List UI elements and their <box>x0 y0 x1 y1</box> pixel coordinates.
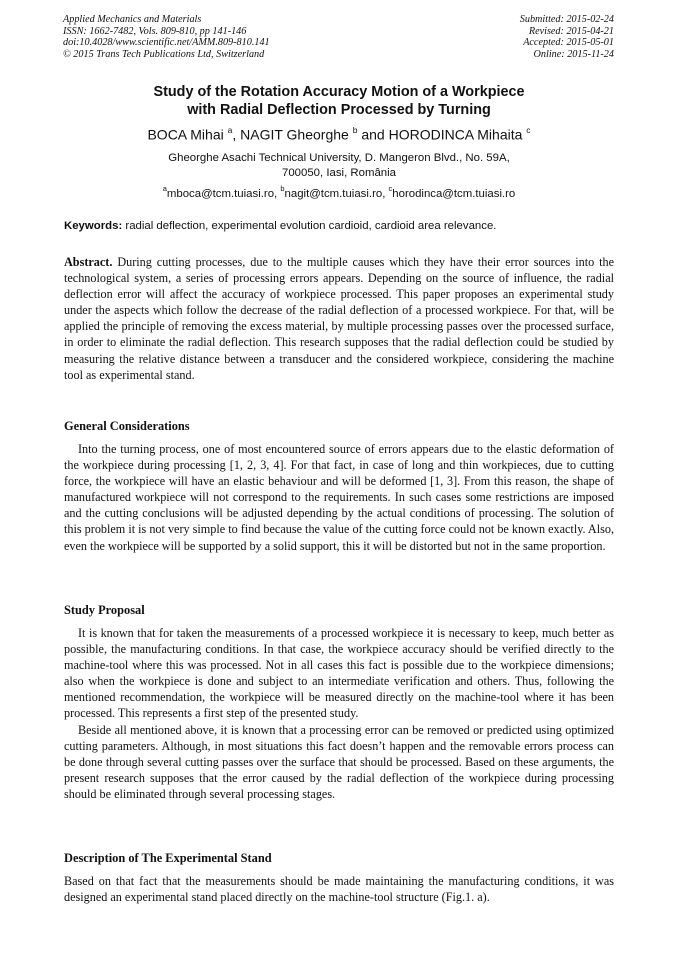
email-b-mark: b <box>280 184 285 193</box>
publication-dates <box>520 14 614 60</box>
journal-doi: doi:10.4028/www.scientific.net/AMM.809-810.141 <box>63 37 270 48</box>
author-2-mark: b <box>352 125 358 135</box>
author-separator: , <box>232 126 241 143</box>
author-3-mark: c <box>526 125 531 135</box>
keywords <box>64 219 624 233</box>
journal-info <box>63 14 270 60</box>
abstract <box>64 254 614 383</box>
author-1-mark: a <box>227 125 233 135</box>
email-a-mark: a <box>162 184 167 193</box>
paragraph: Based on that fact that the measurements should be made maintaining the manufacturing conditions, it was designed an experimental stand placed directly on the machine-tool structure (Fig.1. a). <box>64 874 614 905</box>
abstract-text: During cutting processes, due to the multiple causes which they have their error sources into the technological system, a series of processing errors appears. Depending on the source of influence, the radial deflection error will affect the accuracy of workpiece processed. This paper proposes an experimental study under the aspects which follow the decrease of the radial deflection of a processed workpiece. For that, will be applied the principle of removing the excess material, by multiple processing passes over the processed surface, in order to eliminate the radial deflection. This research supposes that the radial deflection could be studied by measuring the relative distance between a transducer and the considered workpiece, considering the machine tool as experimental stand. <box>64 255 614 382</box>
title-line-1: Study of the Rotation Accuracy Motion of a Workpiece <box>153 84 525 100</box>
keywords-text: radial deflection, experimental evolution cardioid, cardioid area relevance. <box>122 220 497 232</box>
affiliation <box>64 151 614 181</box>
author-emails <box>64 183 614 201</box>
author-1: BOCA Mihai <box>147 126 224 143</box>
abstract-label: Abstract. <box>64 255 113 269</box>
author-separator: and <box>357 126 389 143</box>
date-revised: Revised: 2015-04-21 <box>528 25 614 37</box>
section-heading-proposal: Study Proposal <box>64 603 145 617</box>
author-2: NAGIT Gheorghe <box>240 126 349 143</box>
author-list <box>64 122 614 144</box>
section-body-general <box>64 441 614 554</box>
paper-title <box>64 83 614 119</box>
affiliation-line-2: 700050, Iasi, România <box>282 167 396 179</box>
email-c: horodinca@tcm.tuiasi.ro <box>392 187 516 200</box>
email-c-mark: c <box>388 184 393 193</box>
date-accepted: Accepted: 2015-05-01 <box>523 37 614 48</box>
journal-copyright: © 2015 Trans Tech Publications Ltd, Switzerland <box>63 48 265 60</box>
journal-name: Applied Mechanics and Materials <box>63 14 202 25</box>
email-a: mboca@tcm.tuiasi.ro, <box>166 187 281 200</box>
title-line-2: with Radial Deflection Processed by Turning <box>187 102 491 118</box>
section-body-proposal <box>64 625 614 802</box>
journal-issn: ISSN: 1662-7482, Vols. 809-810, pp 141-146 <box>63 25 247 37</box>
section-body-stand <box>64 873 614 905</box>
date-online: Online: 2015-11-24 <box>533 48 614 60</box>
author-3: HORODINCA Mihaita <box>388 126 523 143</box>
section-heading-stand: Description of The Experimental Stand <box>64 851 272 865</box>
paragraph: Into the turning process, one of most encountered source of errors appears due to the elastic deformation of the workpiece during processing [1, 2, 3, 4]. For that fact, in case of long and thin workpieces, due to cutting force, the workpiece will have an elastic behaviour and will be deformed [1, 3]. From this reason, the shape of manufactured workpiece will not correspond to the requirements. In such cases some restrictions are imposed and the cutting conclusions will be adjusted depending by the actual conditions of processing. The solution of this problem it is not very simple to find because the value of the cutting force could not be known exactly. Also, even the workpiece will be supported by a solid support, this it will be distorted but not in the same proportion. <box>64 442 614 553</box>
section-heading-general: General Considerations <box>64 419 190 433</box>
paragraph: Beside all mentioned above, it is known that a processing error can be removed or predicted using optimized cutting parameters. Although, in most situations this fact doesn’t happen and the removable errors process can be done through several cutting passes over the surface that should be processed. Based on these arguments, the present research supposes that the error caused by the radial deflection of the workpiece during processing should be eliminated through several processing stages. <box>64 722 614 801</box>
date-submitted: Submitted: 2015-02-24 <box>519 14 614 25</box>
email-b: nagit@tcm.tuiasi.ro, <box>284 187 389 200</box>
paragraph: It is known that for taken the measurements of a processed workpiece it is necessary to keep, much better as possible, the manufacturing conditions. In that case, the workpiece accuracy should be verified directly to the machine-tool where this was processed. Not in all cases this fact is possible due to the workpiece dimensions; also when the workpiece is done and subject to an intermediate verification and others. Thus, following the mentioned recommendation, the workpiece will be measured directly on the machine-tool where it has been processed. This represents a first step of the presented study. <box>64 626 614 721</box>
affiliation-line-1: Gheorghe Asachi Technical University, D. Mangeron Blvd., No. 59A, <box>168 152 510 164</box>
keywords-label: Keywords: <box>64 220 123 232</box>
